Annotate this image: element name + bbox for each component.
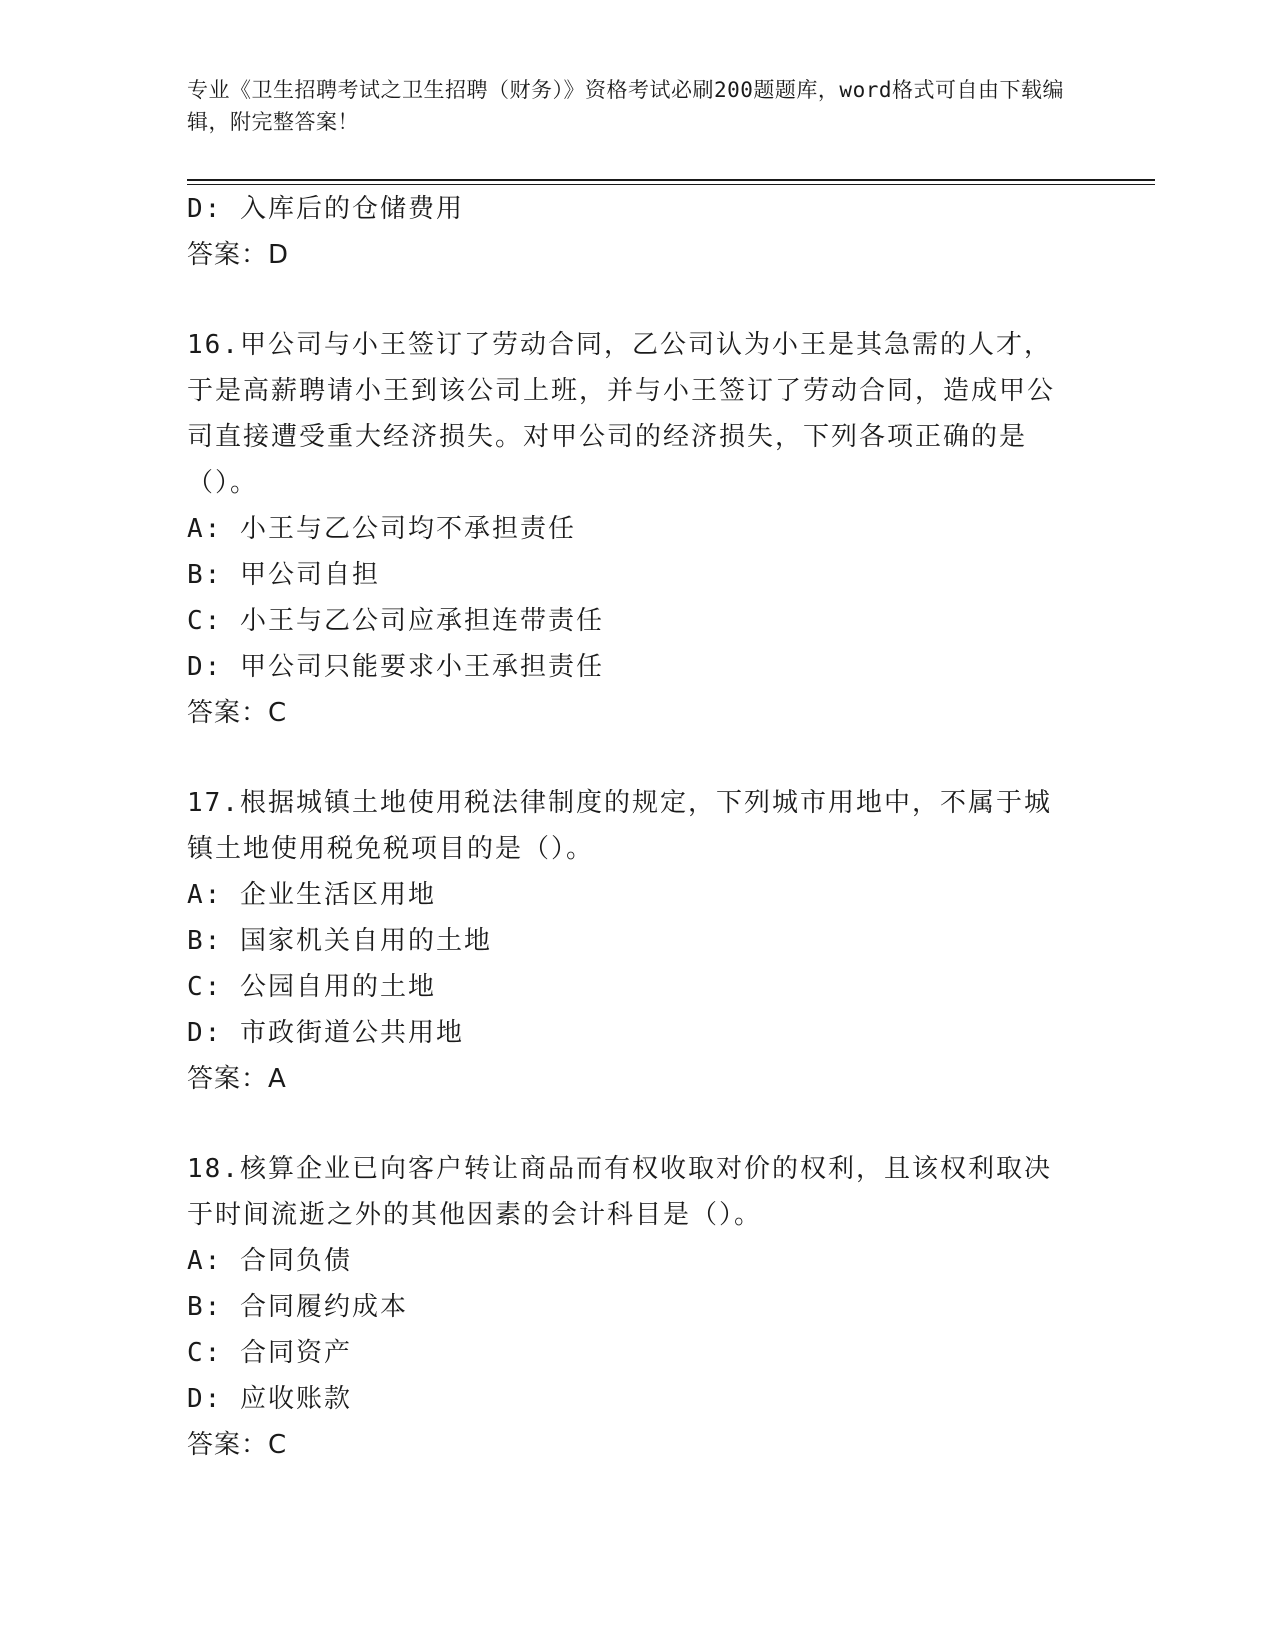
header-text: 专业《卫生招聘考试之卫生招聘（财务）》资格考试必刷200题题库，word格式可自由下载编辑，附完整答案！ xyxy=(187,78,1064,134)
option-d: D: 市政街道公共用地 xyxy=(187,1018,464,1048)
page-header xyxy=(187,74,1067,138)
spacer xyxy=(187,1102,1087,1146)
option-b: B: 国家机关自用的土地 xyxy=(187,926,492,956)
answer-line xyxy=(187,690,1087,736)
answer-value: A xyxy=(268,1064,287,1094)
option-a: A: 小王与乙公司均不承担责任 xyxy=(187,514,576,544)
answer-label: 答案： xyxy=(187,698,269,728)
option-b: B: 合同履约成本 xyxy=(187,1292,408,1322)
option-c: C: 小王与乙公司应承担连带责任 xyxy=(187,606,604,636)
option-a: A: 企业生活区用地 xyxy=(187,880,436,910)
answer-value: C xyxy=(268,1430,288,1460)
question-17 xyxy=(187,780,1087,1102)
answer-label: 答案： xyxy=(187,240,269,270)
spacer xyxy=(187,736,1087,780)
option-c: C: 合同资产 xyxy=(187,1338,352,1368)
question-stem: 18.核算企业已向客户转让商品而有权收取对价的权利，且该权利取决于时间流逝之外的其他因素的会计科目是（）。 xyxy=(187,1154,1052,1230)
answer-value: D xyxy=(268,240,290,270)
question-stem: 17.根据城镇土地使用税法律制度的规定，下列城市用地中，不属于城镇土地使用税免税项目的是（）。 xyxy=(187,788,1052,864)
option-d: D: 甲公司只能要求小王承担责任 xyxy=(187,652,604,682)
question-16 xyxy=(187,322,1087,736)
option-d: D: 应收账款 xyxy=(187,1384,352,1414)
header-rule-thin xyxy=(187,184,1155,185)
question-stem: 16.甲公司与小王签订了劳动合同，乙公司认为小王是其急需的人才，于是高薪聘请小王到该公司上班，并与小王签订了劳动合同，造成甲公司直接遭受重大经济损失。对甲公司的经济损失，下列各项正确的是（）。 xyxy=(187,330,1056,498)
answer-label: 答案： xyxy=(187,1430,269,1460)
answer-line xyxy=(187,1056,1087,1102)
option-d: D: 入库后的仓储费用 xyxy=(187,194,464,224)
spacer xyxy=(187,278,1087,322)
option-b: B: 甲公司自担 xyxy=(187,560,380,590)
document-body xyxy=(187,186,1087,1468)
answer-label: 答案： xyxy=(187,1064,269,1094)
question-18 xyxy=(187,1146,1087,1468)
option-c: C: 公园自用的土地 xyxy=(187,972,436,1002)
answer-value: C xyxy=(268,698,288,728)
answer-line xyxy=(187,232,1087,278)
option-a: A: 合同负债 xyxy=(187,1246,352,1276)
answer-line xyxy=(187,1422,1087,1468)
header-rule-thick xyxy=(187,179,1155,181)
